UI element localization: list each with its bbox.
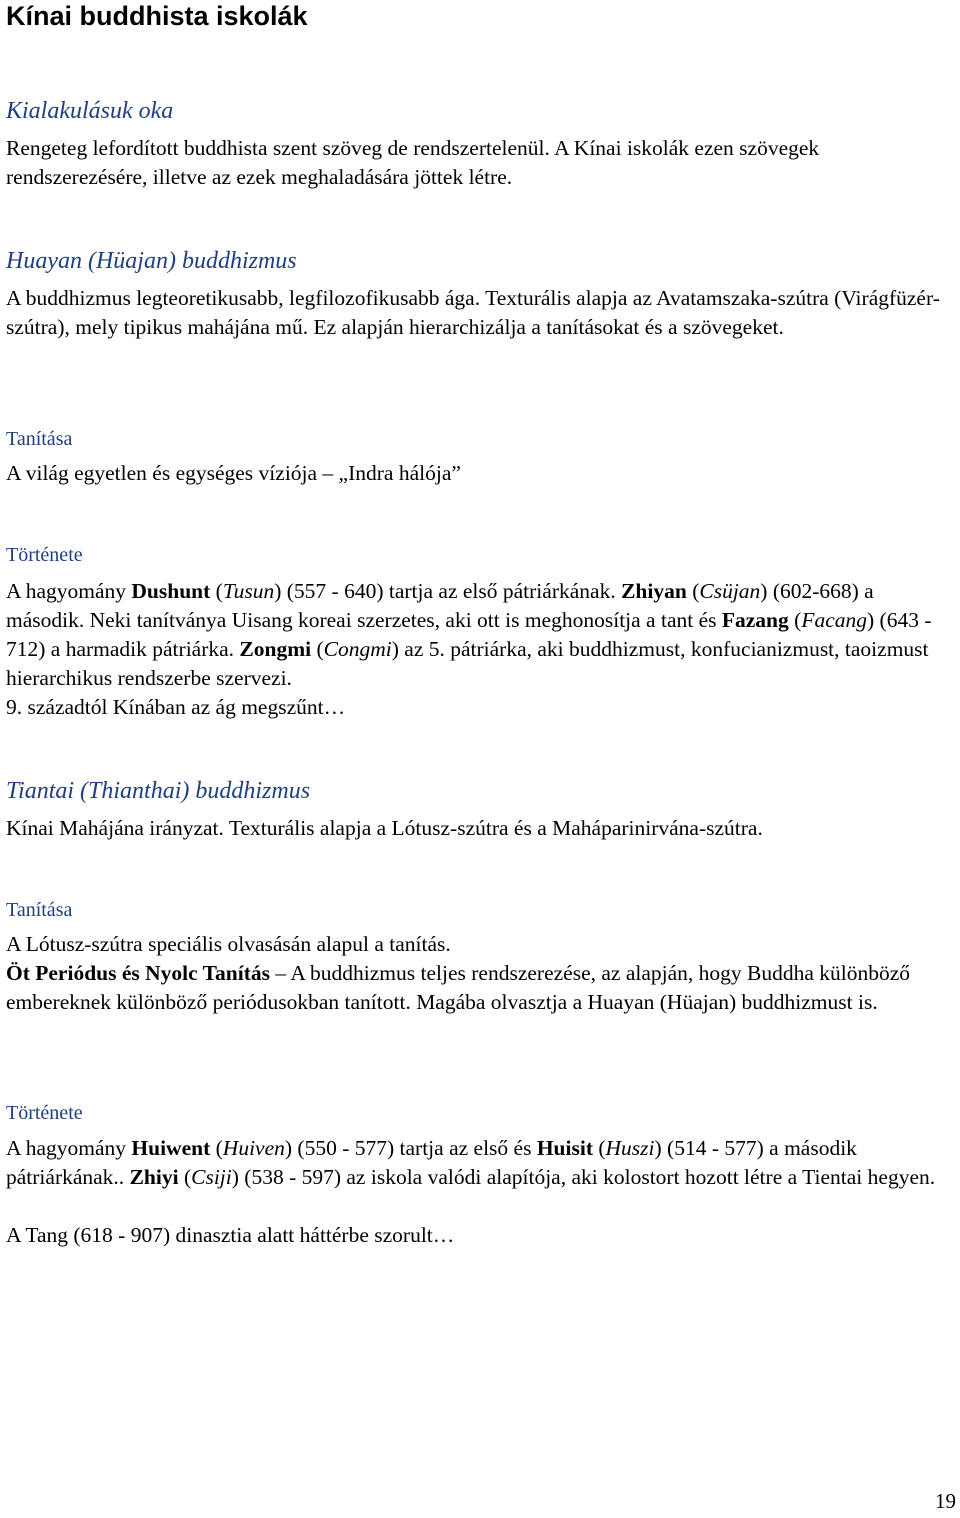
- section-heading-tiantai: Tiantai (Thianthai) buddhizmus: [6, 778, 311, 804]
- alt-name-csiji: Csiji: [191, 1165, 232, 1189]
- huayan-history-end: 9. századtól Kínában az ág megszűnt…: [6, 695, 346, 719]
- alt-name-tusun: Tusun: [222, 579, 275, 603]
- five-periods-eight-teachings: Öt Periódus és Nyolc Tanítás: [6, 961, 270, 985]
- tiantai-history-paragraph: A hagyomány Huiwent (Huiven) (550 - 577) tartja az első és Huisit (Huszi) (514 - 577) a második pátriárkának.. Zhiyi (Csiji) (538 - 597) az iskola valódi alapítója, aki kolostort hozott létre a Tientai hegyen.: [6, 1136, 936, 1189]
- alt-name-congmi: Congmi: [323, 637, 392, 661]
- name-huiwent: Huiwent: [131, 1136, 211, 1160]
- alt-name-csujan: Csüjan: [699, 579, 761, 603]
- huayan-history-heading: Története: [6, 544, 83, 566]
- tiantai-teaching-heading: Tanítása: [6, 899, 73, 921]
- tiantai-history-heading: Története: [6, 1102, 83, 1124]
- name-huisit: Huisit: [536, 1136, 593, 1160]
- name-zhiyan: Zhiyan: [621, 579, 687, 603]
- page-title: Kínai buddhista iskolák: [6, 1, 308, 31]
- name-zhiyi: Zhiyi: [129, 1165, 179, 1189]
- tiantai-history-end: A Tang (618 - 907) dinasztia alatt háttérbe szorult…: [6, 1223, 455, 1247]
- page-number: 19: [935, 1489, 956, 1513]
- alt-name-facang: Facang: [801, 608, 867, 632]
- section-heading-origin: Kialakulásuk oka: [6, 98, 174, 124]
- name-fazang: Fazang: [721, 608, 789, 632]
- tiantai-teaching-paragraph-1: A Lótusz-szútra speciális olvasásán alapul a tanítás.: [6, 932, 451, 956]
- huayan-history-paragraph: A hagyomány Dushunt (Tusun) (557 - 640) tartja az első pátriárkának. Zhiyan (Csüjan) (602-668) a második. Neki tanítványa Uisang koreai szerzetes, aki ott is meghonosítja a tant és Fazang (Facang) (643 - 712) a harmadik pátriárka. Zongmi (Congmi) az 5. pátriárka, aki buddhizmust, konfucianizmust, taoizmust hierarchikus rendszerbe szervezi.: [6, 579, 932, 690]
- name-dushunt: Dushunt: [131, 579, 211, 603]
- origin-paragraph: Rengeteg lefordított buddhista szent szöveg de rendszertelenül. A Kínai iskolák ezen szövegek rendszerezésére, illetve az ezek meghaladására jöttek létre.: [6, 136, 820, 189]
- tiantai-teaching-paragraph-2: Öt Periódus és Nyolc Tanítás – A buddhizmus teljes rendszerezése, az alapján, hogy Buddha különböző embereknek különböző periódusokban tanított. Magába olvasztja a Huayan (Hüajan) buddhizmust is.: [6, 961, 911, 1014]
- tiantai-intro-paragraph: Kínai Mahájána irányzat. Texturális alapja a Lótusz-szútra és a Maháparinirvána-szútra.: [6, 816, 763, 840]
- huayan-teaching-paragraph: A világ egyetlen és egységes víziója – „Indra hálója”: [6, 461, 461, 485]
- section-heading-huayan: Huayan (Hüajan) buddhizmus: [6, 248, 297, 274]
- alt-name-huiven: Huiven: [222, 1136, 285, 1160]
- huayan-teaching-heading: Tanítása: [6, 428, 73, 450]
- huayan-intro-paragraph: A buddhizmus legteoretikusabb, legfilozofikusabb ága. Texturális alapja az Avatamszaka-szútra (Virágfüzér-szútra), mely tipikus mahájána mű. Ez alapján hierarchizálja a tanításokat és a szövegeket.: [6, 286, 940, 339]
- name-zongmi: Zongmi: [239, 637, 312, 661]
- alt-name-huszi: Huszi: [605, 1136, 655, 1160]
